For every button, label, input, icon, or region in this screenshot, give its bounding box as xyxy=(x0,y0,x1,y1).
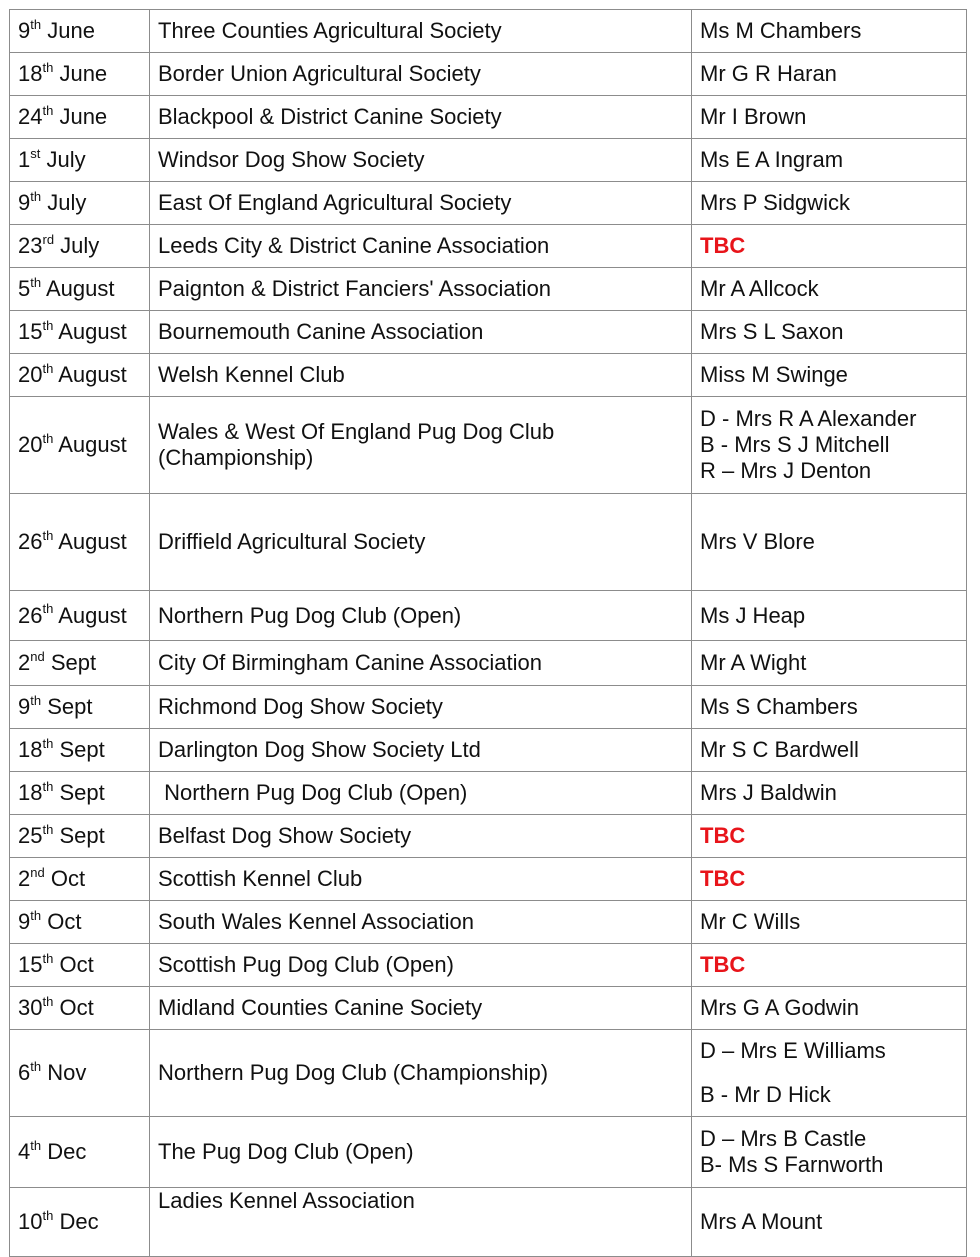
judge-cell xyxy=(692,397,967,494)
judge-name: Mrs J Baldwin xyxy=(700,780,837,805)
table-row xyxy=(10,729,967,772)
judge-name: Mr A Wight xyxy=(700,650,807,675)
date-ordinal-suffix: th xyxy=(30,907,42,923)
date-month: Oct xyxy=(50,866,86,891)
date-month: August xyxy=(58,319,127,344)
date-day: 2 xyxy=(18,650,31,675)
date-cell xyxy=(10,641,150,686)
date-ordinal-suffix: nd xyxy=(30,864,45,880)
judge-cell xyxy=(692,494,967,591)
date-ordinal-suffix: th xyxy=(42,430,54,446)
show-cell xyxy=(150,772,692,815)
table-row xyxy=(10,772,967,815)
judge-cell xyxy=(692,686,967,729)
table-row xyxy=(10,1030,967,1117)
table-row xyxy=(10,686,967,729)
judge-cell xyxy=(692,96,967,139)
judge-cell xyxy=(692,944,967,987)
date-month: Sept xyxy=(47,694,93,719)
date-month: August xyxy=(58,362,127,387)
date-month: Nov xyxy=(47,1060,87,1085)
judge-cell xyxy=(692,311,967,354)
schedule-body xyxy=(10,10,967,1257)
show-cell xyxy=(150,53,692,96)
judge-name: Mr S C Bardwell xyxy=(700,737,859,762)
date-cell xyxy=(10,591,150,641)
date-day: 18 xyxy=(18,61,43,86)
table-row xyxy=(10,591,967,641)
date-ordinal-suffix: th xyxy=(30,274,42,290)
date-day: 9 xyxy=(18,909,31,934)
judge-line: D - Mrs R A Alexander xyxy=(700,406,917,431)
date-ordinal-suffix: th xyxy=(42,527,54,543)
judge-name: Mr A Allcock xyxy=(700,276,819,301)
show-name: Northern Pug Dog Club (Open) xyxy=(158,780,468,805)
date-month: Sept xyxy=(59,823,105,848)
judge-name: Mrs S L Saxon xyxy=(700,319,844,344)
show-name: Northern Pug Dog Club (Open) xyxy=(158,602,462,628)
judge-cell xyxy=(692,1188,967,1257)
date-ordinal-suffix: th xyxy=(42,601,54,617)
date-month: Dec xyxy=(47,1139,87,1164)
date-ordinal-suffix: th xyxy=(30,692,42,708)
date-cell xyxy=(10,10,150,53)
date-cell xyxy=(10,772,150,815)
judge-cell xyxy=(692,858,967,901)
table-row xyxy=(10,354,967,397)
show-name: Scottish Kennel Club xyxy=(158,866,363,891)
show-cell xyxy=(150,1117,692,1188)
show-cell xyxy=(150,96,692,139)
judge-cell xyxy=(692,772,967,815)
date-ordinal-suffix: st xyxy=(30,145,41,161)
judge-cell xyxy=(692,10,967,53)
show-cell xyxy=(150,686,692,729)
date-day: 15 xyxy=(18,952,43,977)
judge-cell xyxy=(692,268,967,311)
date-cell xyxy=(10,53,150,96)
date-ordinal-suffix: th xyxy=(42,360,54,376)
date-ordinal-suffix: th xyxy=(30,1058,42,1074)
date-cell xyxy=(10,354,150,397)
date-day: 24 xyxy=(18,104,43,129)
show-name: Wales & West Of England Pug Dog Club xyxy=(158,419,555,444)
date-ordinal-suffix: th xyxy=(42,993,54,1009)
show-name: Leeds City & District Canine Association xyxy=(158,233,550,258)
date-month: July xyxy=(47,190,87,215)
date-ordinal-suffix: th xyxy=(30,188,42,204)
table-row xyxy=(10,1188,967,1257)
tbc-label: TBC xyxy=(700,823,746,848)
tbc-label: TBC xyxy=(700,952,746,977)
date-month: June xyxy=(59,61,108,86)
judge-line: D – Mrs B Castle xyxy=(700,1126,867,1151)
judge-cell xyxy=(692,139,967,182)
date-cell xyxy=(10,686,150,729)
date-ordinal-suffix: th xyxy=(42,1207,54,1223)
judge-line: B - Mrs S J Mitchell xyxy=(700,432,890,457)
judge-name: Miss M Swinge xyxy=(700,362,848,387)
show-cell xyxy=(150,591,692,641)
date-cell xyxy=(10,1117,150,1188)
date-day: 10 xyxy=(18,1209,43,1234)
show-name: Darlington Dog Show Society Ltd xyxy=(158,737,481,762)
table-row xyxy=(10,944,967,987)
table-row xyxy=(10,225,967,268)
judge-cell xyxy=(692,53,967,96)
date-day: 1 xyxy=(18,147,31,172)
date-month: Oct xyxy=(59,995,94,1020)
judge-name: Ms J Heap xyxy=(700,602,806,628)
table-row xyxy=(10,268,967,311)
date-ordinal-suffix: th xyxy=(42,778,54,794)
show-cell xyxy=(150,397,692,494)
tbc-label: TBC xyxy=(700,866,746,891)
show-cell xyxy=(150,10,692,53)
judge-line: B - Mr D Hick xyxy=(700,1082,831,1107)
date-cell xyxy=(10,815,150,858)
date-cell xyxy=(10,96,150,139)
date-day: 18 xyxy=(18,737,43,762)
show-cell xyxy=(150,139,692,182)
date-ordinal-suffix: th xyxy=(42,317,54,333)
show-name: City Of Birmingham Canine Association xyxy=(158,650,542,675)
date-month: Oct xyxy=(59,952,94,977)
table-row xyxy=(10,397,967,494)
line-spacer xyxy=(700,1064,958,1082)
show-cell xyxy=(150,901,692,944)
date-cell xyxy=(10,494,150,591)
show-cell xyxy=(150,225,692,268)
show-name: Northern Pug Dog Club (Championship) xyxy=(158,1060,549,1085)
show-name: Blackpool & District Canine Society xyxy=(158,104,502,129)
date-day: 4 xyxy=(18,1139,31,1164)
date-month: June xyxy=(59,104,108,129)
date-day: 25 xyxy=(18,823,43,848)
date-month: June xyxy=(47,18,95,43)
tbc-label: TBC xyxy=(700,233,746,258)
date-cell xyxy=(10,311,150,354)
show-name: Border Union Agricultural Society xyxy=(158,61,481,86)
show-cell xyxy=(150,987,692,1030)
date-cell xyxy=(10,987,150,1030)
show-name: Belfast Dog Show Society xyxy=(158,823,412,848)
judge-name: Mrs P Sidgwick xyxy=(700,190,850,215)
judge-line: B- Ms S Farnworth xyxy=(700,1152,884,1177)
table-row xyxy=(10,53,967,96)
judge-cell xyxy=(692,901,967,944)
judge-cell xyxy=(692,591,967,641)
date-day: 30 xyxy=(18,995,43,1020)
date-cell xyxy=(10,944,150,987)
show-name: Welsh Kennel Club xyxy=(158,362,345,387)
show-name: Driffield Agricultural Society xyxy=(158,529,426,554)
show-schedule-table xyxy=(9,9,967,1257)
judge-name: Mrs G A Godwin xyxy=(700,995,859,1020)
show-cell xyxy=(150,268,692,311)
judge-cell xyxy=(692,225,967,268)
date-day: 18 xyxy=(18,780,43,805)
date-day: 15 xyxy=(18,319,43,344)
judge-cell xyxy=(692,1117,967,1188)
date-ordinal-suffix: th xyxy=(42,59,54,75)
show-cell xyxy=(150,729,692,772)
judge-cell xyxy=(692,987,967,1030)
judge-line: D – Mrs E Williams xyxy=(700,1038,886,1063)
show-name: Paignton & District Fanciers' Association xyxy=(158,276,552,301)
table-row xyxy=(10,1117,967,1188)
judge-line: R – Mrs J Denton xyxy=(700,458,872,483)
show-name: The Pug Dog Club (Open) xyxy=(158,1139,414,1164)
judge-name: Mr G R Haran xyxy=(700,61,837,86)
judge-cell xyxy=(692,815,967,858)
table-row xyxy=(10,96,967,139)
show-cell xyxy=(150,311,692,354)
date-month: Sept xyxy=(59,737,105,762)
table-row xyxy=(10,10,967,53)
date-cell xyxy=(10,1030,150,1117)
date-month: August xyxy=(58,529,127,554)
judge-name: Ms S Chambers xyxy=(700,694,858,719)
date-month: Sept xyxy=(59,780,105,805)
date-ordinal-suffix: th xyxy=(42,950,54,966)
date-month: August xyxy=(58,602,127,628)
judge-cell xyxy=(692,641,967,686)
date-month: July xyxy=(46,147,86,172)
date-month: August xyxy=(46,276,115,301)
show-name: Ladies Kennel Association xyxy=(158,1188,415,1213)
date-day: 5 xyxy=(18,276,31,301)
show-cell xyxy=(150,494,692,591)
date-day: 9 xyxy=(18,190,31,215)
date-month: Oct xyxy=(47,909,82,934)
show-cell xyxy=(150,354,692,397)
judge-cell xyxy=(692,729,967,772)
table-row xyxy=(10,182,967,225)
date-day: 23 xyxy=(18,233,43,258)
table-row xyxy=(10,311,967,354)
date-month: Sept xyxy=(50,650,97,675)
date-cell xyxy=(10,225,150,268)
judge-name: Ms E A Ingram xyxy=(700,147,844,172)
table-row xyxy=(10,494,967,591)
show-name: Scottish Pug Dog Club (Open) xyxy=(158,952,454,977)
table-row xyxy=(10,815,967,858)
date-day: 26 xyxy=(18,602,43,628)
date-cell xyxy=(10,858,150,901)
show-cell xyxy=(150,641,692,686)
date-cell xyxy=(10,729,150,772)
date-cell xyxy=(10,182,150,225)
date-ordinal-suffix: th xyxy=(42,102,54,118)
show-cell xyxy=(150,815,692,858)
date-day: 20 xyxy=(18,432,43,457)
date-ordinal-suffix: nd xyxy=(30,648,45,664)
judge-name: Ms M Chambers xyxy=(700,18,862,43)
show-name: Richmond Dog Show Society xyxy=(158,694,443,719)
show-name: East Of England Agricultural Society xyxy=(158,190,512,215)
judge-cell xyxy=(692,1030,967,1117)
date-day: 20 xyxy=(18,362,43,387)
judge-name: Mr I Brown xyxy=(700,104,807,129)
judge-name: Mr C Wills xyxy=(700,909,801,934)
show-name: South Wales Kennel Association xyxy=(158,909,474,934)
date-day: 26 xyxy=(18,529,43,554)
judge-cell xyxy=(692,182,967,225)
date-cell xyxy=(10,139,150,182)
table-row xyxy=(10,858,967,901)
show-name: (Championship) xyxy=(158,445,314,470)
date-month: July xyxy=(60,233,100,258)
show-name: Windsor Dog Show Society xyxy=(158,147,425,172)
table-row xyxy=(10,139,967,182)
date-ordinal-suffix: th xyxy=(42,821,54,837)
judge-name: Mrs A Mount xyxy=(700,1209,823,1234)
date-cell xyxy=(10,1188,150,1257)
date-day: 9 xyxy=(18,694,31,719)
show-cell xyxy=(150,1188,692,1257)
date-month: August xyxy=(58,432,127,457)
date-month: Dec xyxy=(59,1209,99,1234)
show-name: Three Counties Agricultural Society xyxy=(158,18,502,43)
date-cell xyxy=(10,268,150,311)
date-ordinal-suffix: th xyxy=(42,735,54,751)
table-row xyxy=(10,987,967,1030)
judge-cell xyxy=(692,354,967,397)
date-cell xyxy=(10,397,150,494)
date-ordinal-suffix: rd xyxy=(42,231,55,247)
date-ordinal-suffix: th xyxy=(30,16,42,32)
show-cell xyxy=(150,1030,692,1117)
date-ordinal-suffix: th xyxy=(30,1137,42,1153)
date-day: 2 xyxy=(18,866,31,891)
judge-name: Mrs V Blore xyxy=(700,529,815,554)
show-name: Midland Counties Canine Society xyxy=(158,995,483,1020)
show-cell xyxy=(150,944,692,987)
table-row xyxy=(10,901,967,944)
show-cell xyxy=(150,182,692,225)
date-cell xyxy=(10,901,150,944)
date-day: 9 xyxy=(18,18,31,43)
show-cell xyxy=(150,858,692,901)
table-row xyxy=(10,641,967,686)
show-name: Bournemouth Canine Association xyxy=(158,319,484,344)
date-day: 6 xyxy=(18,1060,31,1085)
